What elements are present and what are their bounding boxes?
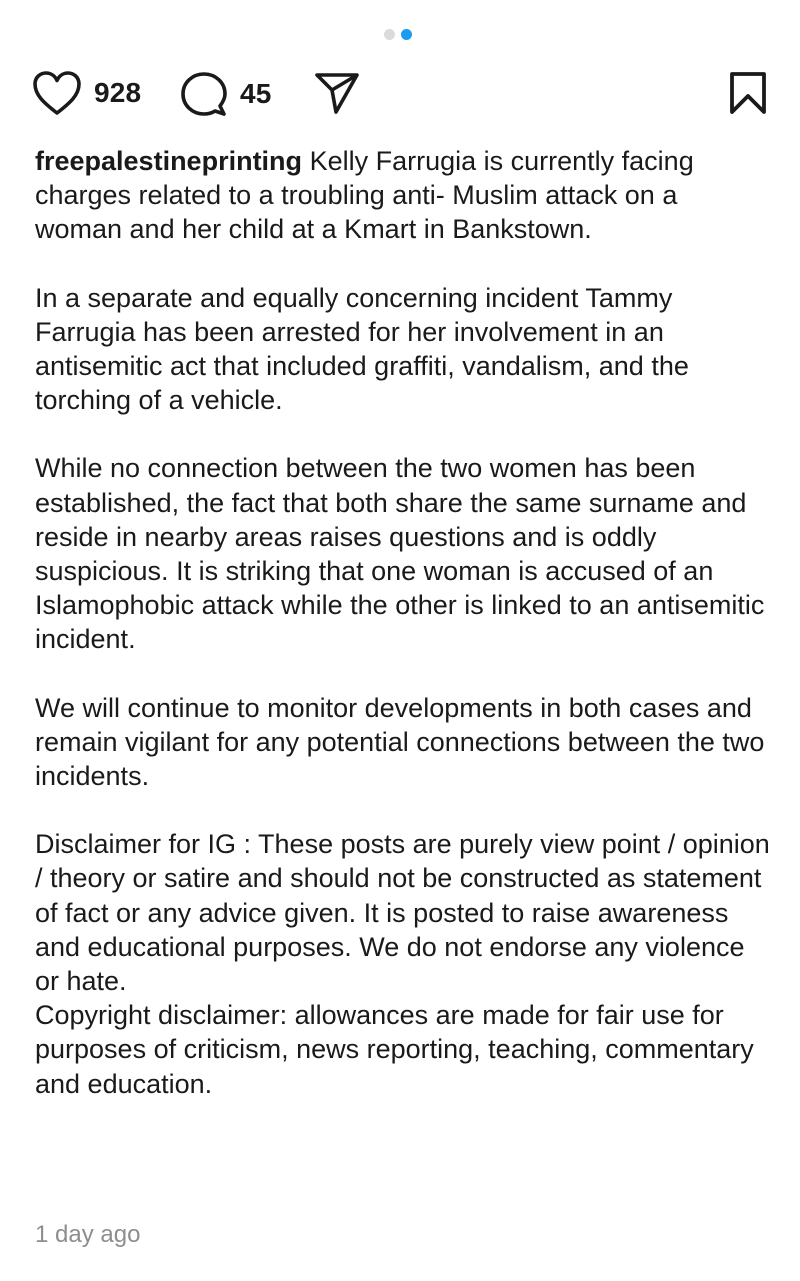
paper-plane-icon: [314, 70, 360, 116]
caption-text: Kelly Farrugia is currently facing charges related to a troubling anti- Muslim attack on a woman and her child at a Kmart in Bankstown.: [35, 146, 694, 245]
caption-paragraph: We will continue to monitor developments in both cases and remain vigilant for any potential connections between the two incidents.: [35, 692, 765, 792]
post-timestamp[interactable]: 1 day ago: [35, 1221, 141, 1248]
caption-paragraph: Copyright disclaimer: allowances are made for fair use for purposes of criticism, news reporting, teaching, commentary and education.: [35, 1000, 754, 1099]
comment-count[interactable]: 45: [240, 78, 272, 109]
like-count[interactable]: 928: [94, 77, 142, 108]
caption-paragraph: While no connection between the two women has been established, the fact that both share the same surname and reside in nearby areas raises questions and is oddly suspicious. It is striking that one woman is accused of an Islamophobic attack while the other is linked to an antisemitic incident.: [35, 453, 765, 655]
save-button[interactable]: [728, 70, 768, 116]
post-username[interactable]: freepalestineprinting: [35, 146, 303, 176]
carousel-dot: [384, 29, 395, 40]
heart-icon: [32, 70, 82, 116]
caption-paragraph: Disclaimer for IG : These posts are purely view point / opinion / theory or satire and should not be constructed as statement of fact or any advice given. It is posted to raise awareness and educational purposes. We do not endorse any violence or hate.: [35, 829, 770, 997]
caption-paragraph: In a separate and equally concerning incident Tammy Farrugia has been arrested for her involvement in an antisemitic act that included graffiti, vandalism, and the torching of a vehicle.: [35, 282, 689, 416]
like-button[interactable]: [32, 70, 141, 116]
share-button[interactable]: [314, 70, 360, 116]
carousel-dot-active: [401, 29, 412, 40]
carousel-indicator: [384, 29, 412, 40]
post-action-bar: [32, 70, 768, 120]
comment-button[interactable]: [180, 70, 272, 118]
comment-bubble-icon: [180, 70, 228, 118]
post-caption: [35, 144, 770, 1101]
bookmark-icon: [728, 70, 768, 116]
caption-paragraph: [35, 144, 770, 247]
